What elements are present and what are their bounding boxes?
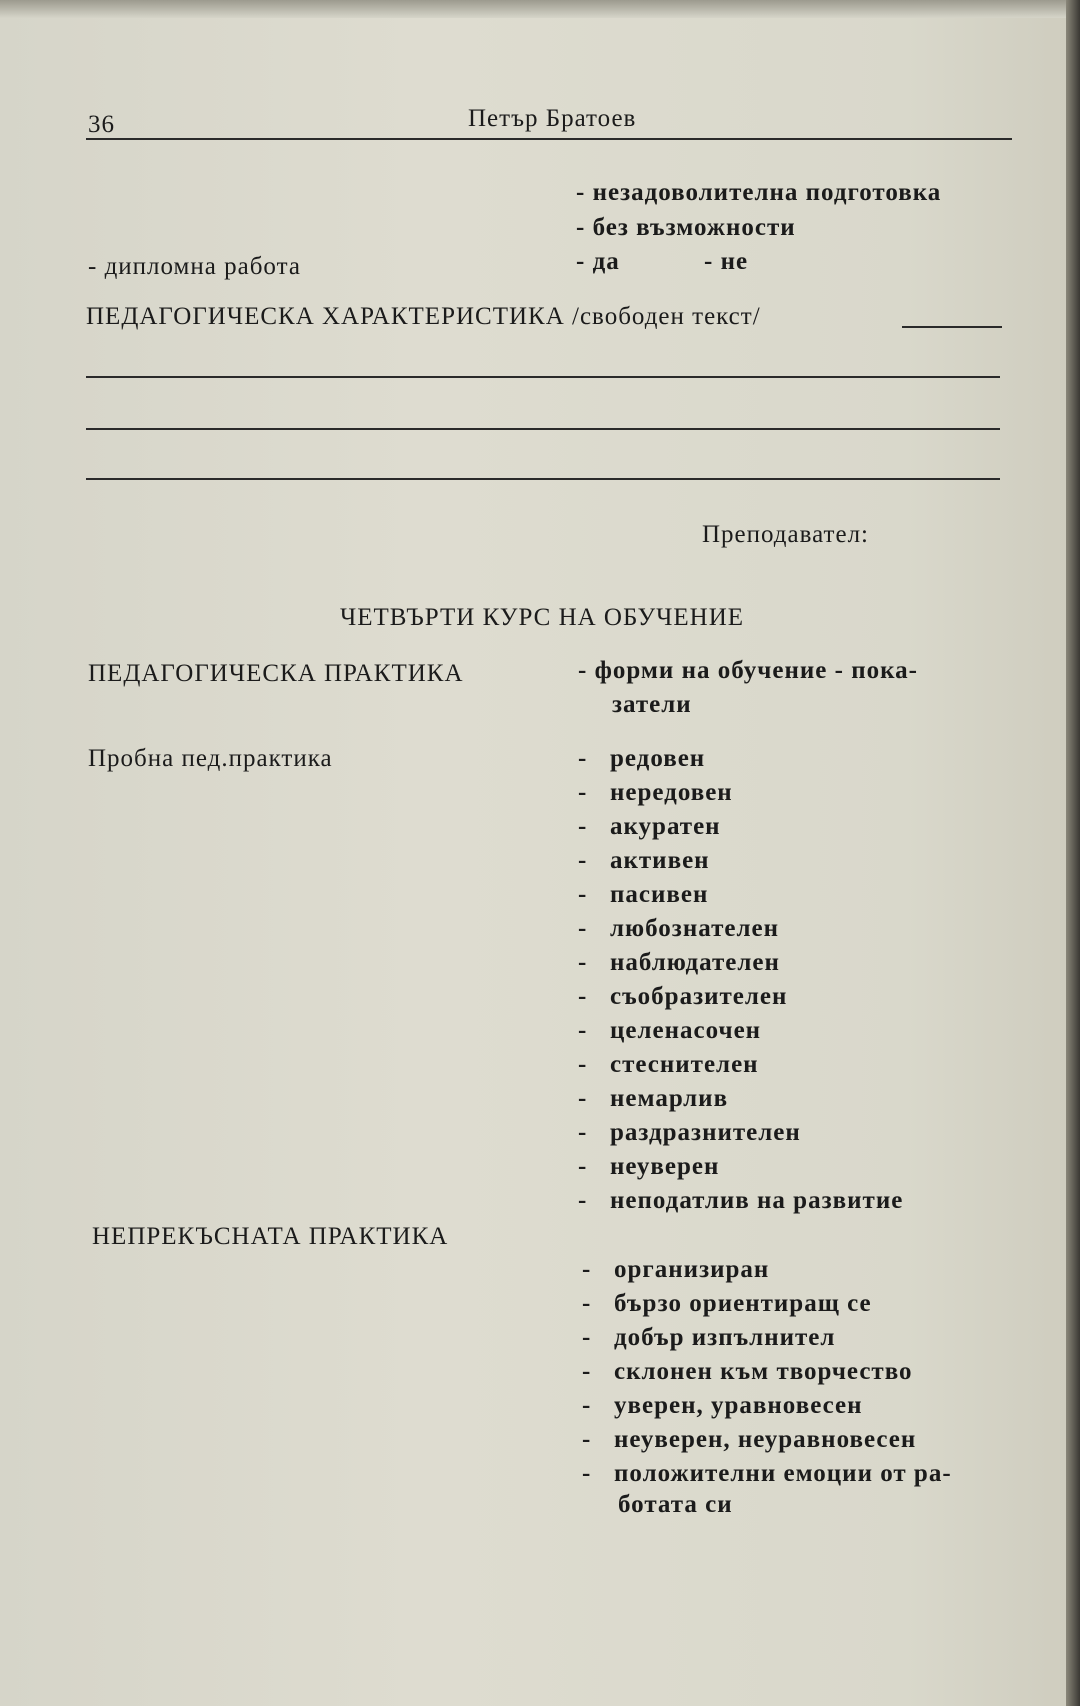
continuous-heading: НЕПРЕКЪСНАТА ПРАКТИКА — [92, 1223, 449, 1250]
trial-practice-list — [578, 742, 903, 1218]
thesis-no: - не — [704, 248, 749, 275]
list-item: - положителни емоции от ра- — [582, 1460, 952, 1487]
practice-heading: ПЕДАГОГИЧЕСКА ПРАКТИКА — [88, 660, 464, 687]
teacher-label: Преподавател: — [702, 521, 869, 548]
list-item: - редовен — [578, 745, 706, 772]
list-item: - съобразителен — [578, 983, 788, 1010]
list-item: - уверен, уравновесен — [582, 1392, 863, 1419]
continuous-practice-list — [582, 1253, 952, 1491]
page-number: 36 — [88, 111, 115, 138]
practice-forms-line1: - форми на обучение - пока- — [578, 657, 918, 684]
page-binding-edge — [1066, 0, 1080, 1706]
header-rule — [86, 138, 1012, 140]
list-item: - раздразнителен — [578, 1119, 801, 1146]
thesis-label: - дипломна работа — [88, 253, 301, 280]
option-unsatisfactory: - незадоволителна подготовка — [576, 179, 942, 206]
course-title: ЧЕТВЪРТИ КУРС НА ОБУЧЕНИЕ — [340, 604, 745, 631]
list-item: - добър изпълнител — [582, 1324, 836, 1351]
list-item: - акуратен — [578, 813, 721, 840]
list-item: - стеснителен — [578, 1051, 759, 1078]
list-item: - целенасочен — [578, 1017, 762, 1044]
trial-practice-label: Пробна пед.практика — [88, 745, 333, 772]
list-item: - организиран — [582, 1256, 770, 1283]
list-item: - наблюдателен — [578, 949, 780, 976]
list-item: - неуверен — [578, 1153, 720, 1180]
continuous-last-line: ботата си — [618, 1491, 733, 1518]
running-title: Петър Братоев — [468, 105, 637, 132]
list-item: - любознателен — [578, 915, 780, 942]
practice-forms-line2: затели — [612, 691, 692, 718]
list-item: - пасивен — [578, 881, 709, 908]
option-no-abilities: - без възможности — [576, 214, 796, 241]
list-item: - активен — [578, 847, 710, 874]
characteristic-heading: ПЕДАГОГИЧЕСКА ХАРАКТЕРИСТИКА /свободен текст/ — [86, 303, 761, 330]
list-item: - немарлив — [578, 1085, 729, 1112]
list-item: - нередовен — [578, 779, 733, 806]
scan-top-shadow — [0, 0, 1066, 18]
list-item: - бързо ориентиращ се — [582, 1290, 872, 1317]
list-item: - неподатлив на развитие — [578, 1187, 904, 1214]
free-text-line — [86, 376, 1000, 378]
thesis-yes: - да — [576, 248, 620, 275]
free-text-line — [86, 478, 1000, 480]
free-text-line — [86, 428, 1000, 430]
characteristic-fill-line — [902, 326, 1002, 328]
list-item: - склонен към творчество — [582, 1358, 913, 1385]
list-item: - неуверен, неуравновесен — [582, 1426, 917, 1453]
